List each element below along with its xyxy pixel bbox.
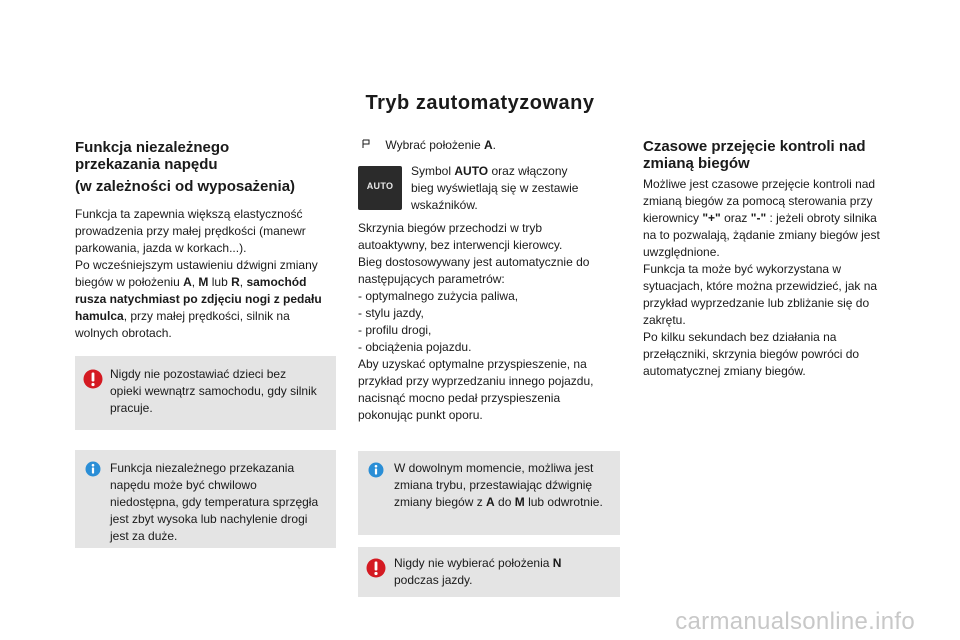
text-line: Po kilku sekundach bez działania na <box>643 330 837 344</box>
text-span: oraz włączony <box>488 164 568 178</box>
heading-subtitle: (w zależności od wyposażenia) <box>75 178 296 195</box>
info-note-mode-change <box>358 451 620 535</box>
text-line: jest za duże. <box>110 529 178 543</box>
text-span: do <box>494 495 515 509</box>
text-line: pracuje. <box>110 401 153 415</box>
list-item: - optymalnego zużycia paliwa, <box>358 289 519 303</box>
text-span: zmiany biegów z <box>394 495 487 509</box>
heading-line: Funkcja niezależnego <box>75 139 230 156</box>
list-item: - profilu drogi, <box>358 323 432 337</box>
text-line <box>394 494 616 511</box>
text-line: jest zbyt wysoka lub nachylenie drogi <box>110 512 308 526</box>
text-span: Wybrać położenie <box>385 138 484 152</box>
text-line: bieg wyświetlają się w zestawie <box>411 181 579 195</box>
text-line: nacisnąć mocno pedał przyspieszenia <box>358 391 561 405</box>
info-text <box>110 460 332 545</box>
text-span: Nigdy nie wybierać położenia <box>394 556 553 570</box>
text-line: zmianą biegów za pomocą sterowania przy <box>643 194 873 208</box>
text-line: Funkcja niezależnego przekazania <box>110 461 295 475</box>
watermark: carmanualsonline.info <box>675 608 915 635</box>
text-line: Aby uzyskać optymalne przyspieszenie, na <box>358 357 587 371</box>
text-line: przełączniki, skrzynia biegów powróci do <box>643 347 860 361</box>
text-line: następujących parametrów: <box>358 272 505 286</box>
gearbox-description <box>358 220 620 424</box>
position-r: R <box>231 275 240 289</box>
text-line: pokonując punkt oporu. <box>358 408 483 422</box>
step-select-a <box>362 137 612 155</box>
text-line: wskaźników. <box>411 198 478 212</box>
list-item: - stylu jazdy, <box>358 306 424 320</box>
text-line: Po wcześniejszym ustawieniu dźwigni zmiany <box>75 258 318 272</box>
warning-note-children <box>75 356 336 430</box>
page-title: Tryb zautomatyzowany <box>365 92 595 114</box>
bullet-arrow-icon <box>362 138 372 155</box>
warning-text <box>394 555 616 589</box>
text-line: na to pozwalają, żądanie zmiany biegów jest <box>643 228 880 242</box>
text-span: lub odwrotnie. <box>524 495 603 509</box>
bold-text: AUTO <box>454 164 489 178</box>
auto-display-image <box>358 166 402 210</box>
heading-line: przekazania napędu <box>75 156 218 173</box>
section-heading-temporary-control <box>643 138 866 172</box>
text-span: lub <box>208 275 232 289</box>
auto-symbol-description <box>411 163 611 214</box>
position-m: M <box>198 275 209 289</box>
text-line: uwzględnione. <box>643 245 720 259</box>
text-span: , <box>191 275 199 289</box>
text-line: podczas jazdy. <box>394 573 473 587</box>
text-line: Nigdy nie pozostawiać dzieci bez <box>110 367 287 381</box>
section-heading-independent-drive <box>75 139 295 195</box>
text-line <box>75 308 330 325</box>
text-line <box>411 163 611 180</box>
text-line: Funkcja ta może być wykorzystana w <box>643 262 842 276</box>
info-icon <box>368 462 384 478</box>
text-span: Symbol <box>411 164 455 178</box>
auto-display-label: AUTO <box>366 181 394 191</box>
text-line: Możliwe jest czasowe przejęcie kontroli nad <box>643 177 876 191</box>
list-item: - obciążenia pojazdu. <box>358 340 472 354</box>
text-line <box>394 555 616 572</box>
text-span: , przy małej prędkości, silnik na <box>123 309 290 323</box>
text-span: , <box>239 275 247 289</box>
minus-control: "-" <box>750 211 767 225</box>
text-line <box>75 291 330 308</box>
text-line: przykład wyprzedzanie lub zbliżanie się do <box>643 296 870 310</box>
position-n: N <box>552 556 562 570</box>
text-line: Bieg dostosowywany jest automatycznie do <box>358 255 590 269</box>
position-a: A <box>483 138 493 152</box>
bold-text: rusza natychmiast po zdjęciu nogi z pedału <box>75 292 322 306</box>
text-line <box>643 210 913 227</box>
position-a: A <box>183 275 192 289</box>
text-span: kierownicy <box>643 211 703 225</box>
bold-text: samochód <box>246 275 307 289</box>
text-line: autoaktywny, bez interwencji kierowcy. <box>358 238 563 252</box>
bullet-arrow-icon <box>362 139 370 149</box>
text-line: Funkcja ta zapewnia większą elastyczność <box>75 207 303 221</box>
bold-text: hamulca <box>75 309 124 323</box>
text-line: W dowolnym momencie, możliwa jest <box>394 461 594 475</box>
plus-control: "+" <box>702 211 721 225</box>
text-line: przykład przy wyprzedzaniu innego pojazdu, <box>358 374 594 388</box>
info-note-clutch <box>75 450 336 548</box>
text-line: automatycznej zmiany biegów. <box>643 364 806 378</box>
text-line: parkowania, jazda w korkach...). <box>75 241 247 255</box>
text-span: biegów w położeniu <box>75 275 184 289</box>
warning-text <box>110 366 332 417</box>
text-line: wolnych obrotach. <box>75 326 172 340</box>
temporary-control-description <box>643 176 913 380</box>
text-line: napędu może być chwilowo <box>110 478 257 492</box>
text-line: zmiana trybu, przestawiając dźwignię <box>394 478 593 492</box>
info-text <box>394 460 616 511</box>
text-line: niedostępna, gdy temperatura sprzęgła <box>110 495 319 509</box>
text-line: sytuacjach, które można przewidzieć, jak na <box>643 279 878 293</box>
independent-drive-description <box>75 206 330 342</box>
text-line: prowadzenia przy małej prędkości (manewr <box>75 224 306 238</box>
text-line: Skrzynia biegów przechodzi w tryb <box>358 221 543 235</box>
heading-line: Czasowe przejęcie kontroli nad <box>643 138 866 155</box>
info-icon <box>85 461 101 477</box>
text-span: oraz <box>720 211 751 225</box>
warning-icon <box>83 369 103 389</box>
text-line <box>75 274 330 291</box>
text-span: : jeżeli obroty silnika <box>766 211 877 225</box>
text-line: zakrętu. <box>643 313 686 327</box>
warning-note-neutral <box>358 547 620 597</box>
position-a: A <box>486 495 495 509</box>
warning-icon <box>366 558 386 578</box>
heading-line: zmianą biegów <box>643 155 750 172</box>
text-line: opieki wewnątrz samochodu, gdy silnik <box>110 384 317 398</box>
text-span: . <box>492 138 496 152</box>
position-m: M <box>514 495 525 509</box>
